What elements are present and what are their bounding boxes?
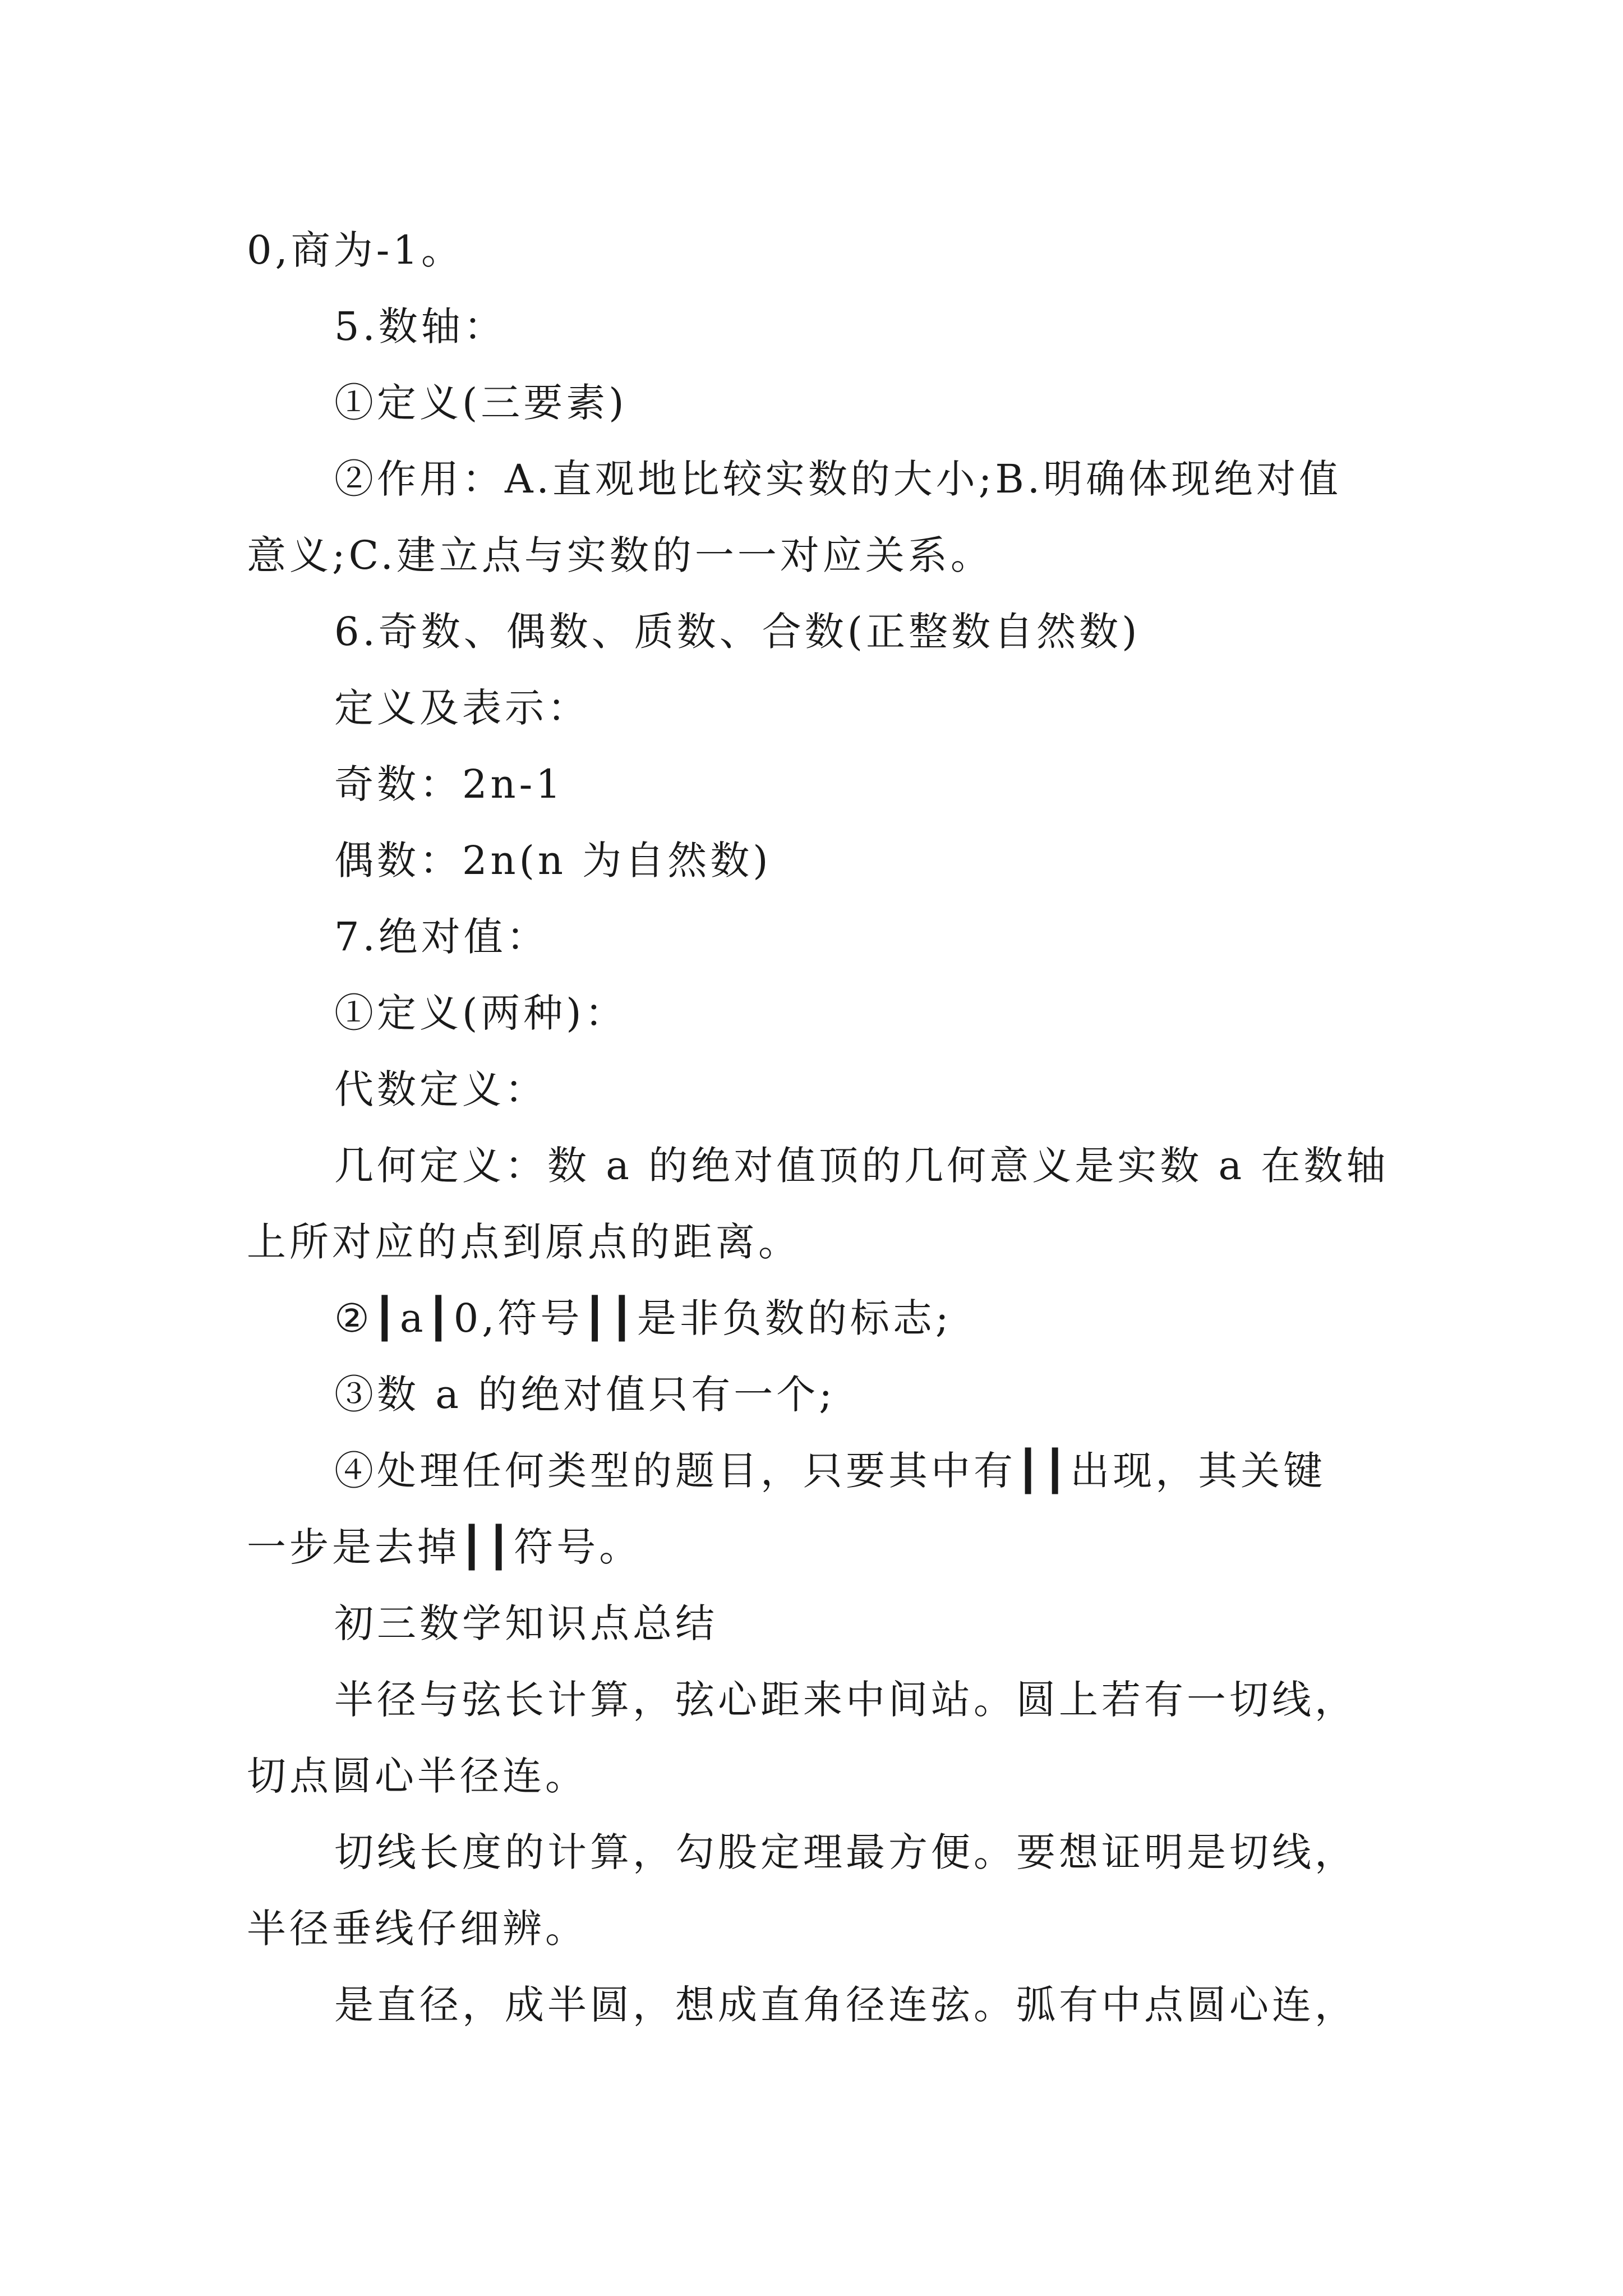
text-line: ③数 a 的绝对值只有一个; <box>334 1372 836 1418</box>
text-line: 5.数轴： <box>334 303 506 349</box>
text-line: 切线长度的计算，勾股定理最方便。要想证明是切线， <box>334 1829 1357 1875</box>
text-line: ①定义(三要素) <box>334 380 628 426</box>
text-line: 是直径，成半圆，想成直角径连弦。弧有中点圆心连， <box>334 1982 1357 2028</box>
text-line: 6.奇数、偶数、质数、合数(正整数自然数) <box>334 609 1141 655</box>
text-line: 偶数：2n(n 为自然数) <box>334 838 772 884</box>
text-line: 上所对应的点到原点的距离。 <box>247 1219 801 1265</box>
text-line: 定义及表示： <box>334 685 590 731</box>
text-line: 半径与弦长计算，弦心距来中间站。圆上若有一切线， <box>334 1677 1357 1723</box>
text-line: 7.绝对值： <box>334 914 549 960</box>
text-line: 切点圆心半径连。 <box>247 1753 588 1799</box>
section-heading: 初三数学知识点总结 <box>334 1600 718 1646</box>
text-line: 奇数：2n-1 <box>334 761 564 807</box>
text-line: 代数定义： <box>334 1066 547 1112</box>
text-line: 半径垂线仔细辨。 <box>247 1906 588 1952</box>
document-body <box>247 212 1389 2043</box>
text-line: ④处理任何类型的题目，只要其中有┃┃出现，其关键 <box>334 1448 1326 1494</box>
text-line: 几何定义：数 a 的绝对值顶的几何意义是实数 a 在数轴 <box>334 1143 1389 1189</box>
text-line: 意义;C.建立点与实数的一一对应关系。 <box>247 532 993 578</box>
text-line: ②┃a┃0,符号┃┃是非负数的标志; <box>334 1295 952 1341</box>
text-line: 0,商为-1。 <box>247 227 464 273</box>
text-line: ②作用：A.直观地比较实数的大小;B.明确体现绝对值 <box>334 456 1342 502</box>
text-line: 一步是去掉┃┃符号。 <box>247 1524 642 1570</box>
text-line: ①定义(两种)： <box>334 990 628 1036</box>
